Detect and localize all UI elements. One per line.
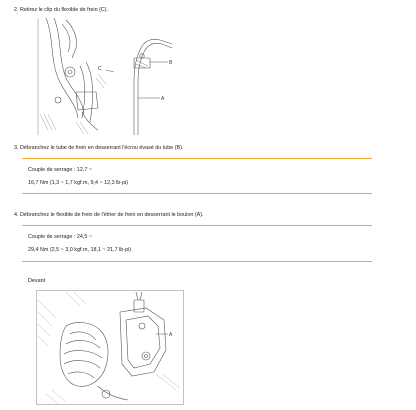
figure-2-illustration: [36, 290, 184, 405]
note-rule-top-2: [22, 225, 372, 226]
step-4: [14, 212, 204, 219]
note-rule-bottom-1: [22, 193, 372, 194]
step-4-number: 4.: [14, 212, 19, 218]
figure-2-heading: Devant: [28, 278, 46, 284]
note-rule-top-1: [22, 158, 372, 159]
torque-note-1-line2: 16,7 Nm (1,3 ~ 1,7 kgf.m, 9,4 ~ 12,3 lb-pi): [28, 180, 129, 186]
step-3: [14, 145, 183, 152]
torque-note-2-line1: Couple de serrage : 24,5 ~: [28, 234, 92, 240]
figure-brake-caliper: [36, 290, 184, 405]
figure-brake-hose-clip: [36, 18, 184, 135]
callout-c: C: [98, 66, 102, 72]
figure-1-illustration: [36, 18, 184, 135]
callout-a: A: [161, 96, 165, 102]
step-2-text: Retirez le clip du flexible de frein (C).: [20, 7, 109, 13]
callout-b: B: [169, 60, 173, 66]
torque-note-1-line1: Couple de serrage : 12,7 ~: [28, 167, 92, 173]
step-4-text: Débranchez le flexible de frein de l'étrier de frein en desserrant le boulon (A).: [20, 212, 204, 218]
step-3-text: Débranchez le tube de frein en desserrant l'écrou évasé du tube (B).: [20, 145, 184, 151]
torque-note-2-line2: 29,4 Nm (2,5 ~ 3,0 kgf.m, 18,1 ~ 21,7 lb-pi): [28, 247, 132, 253]
step-2: [14, 7, 108, 14]
step-2-number: 2.: [14, 7, 19, 13]
note-rule-bottom-2: [22, 261, 372, 262]
step-3-number: 3.: [14, 145, 19, 151]
callout-a: A: [169, 332, 173, 338]
